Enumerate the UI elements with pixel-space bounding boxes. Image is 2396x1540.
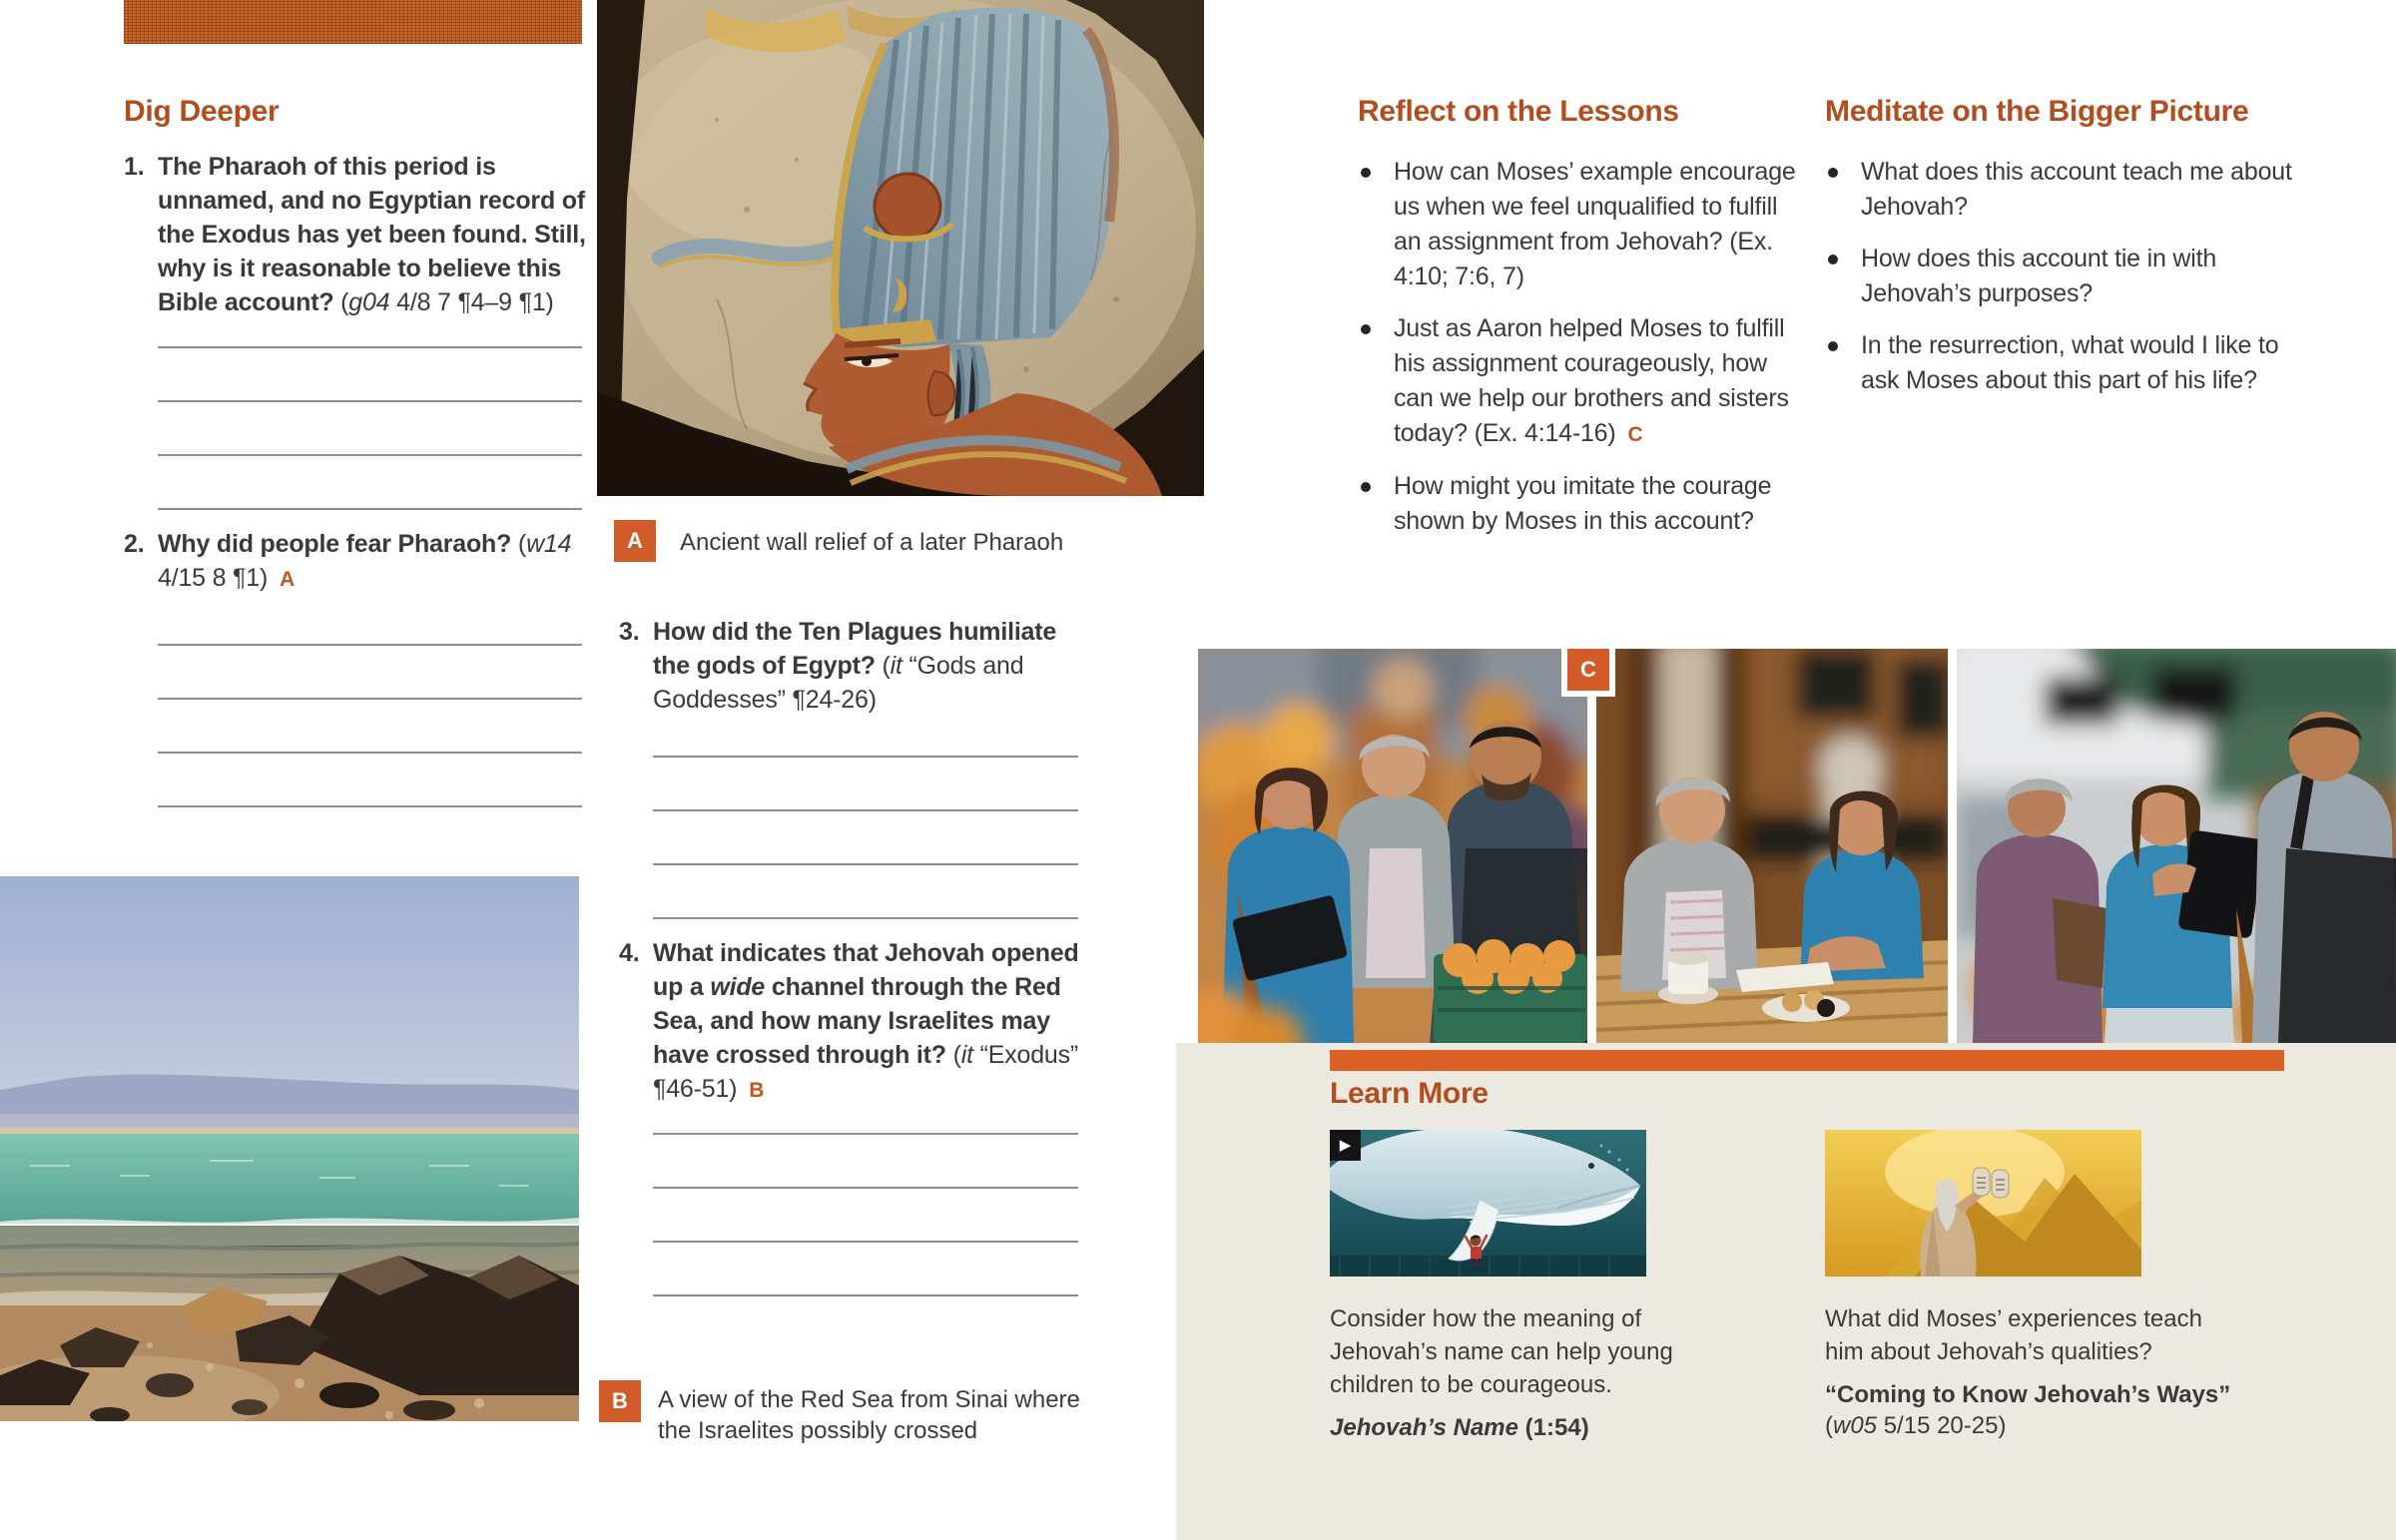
learn-more-panel	[1176, 1043, 2396, 1540]
moses-article-thumbnail	[1825, 1130, 2141, 1277]
question-text: Why did people fear Pharaoh? (w14 4/15 8 ¶1)	[158, 530, 572, 592]
red-sea-photo	[0, 876, 579, 1421]
list-item: How can Moses’ example encourage us when we feel unqualified to fulfill an assignment from Jehovah? (Ex. 4:10; 7:6, 7)	[1358, 155, 1802, 294]
answer-lines-q2	[158, 592, 582, 807]
list-item: How might you imitate the courage shown by Moses in this account?	[1358, 469, 1802, 539]
meditate-bullets	[1825, 155, 2304, 398]
learn-more-item-video	[1330, 1130, 1759, 1443]
section-title-meditate: Meditate on the Bigger Picture	[1825, 95, 2249, 128]
section-title-reflect: Reflect on the Lessons	[1358, 95, 1679, 128]
answer-lines-q4	[653, 1081, 1078, 1296]
caption-badge-a: A	[614, 520, 656, 562]
reflect-bullets	[1358, 155, 1802, 539]
list-item: How does this account tie in with Jehovah’s purposes?	[1825, 242, 2304, 311]
learn-more-item-article	[1825, 1130, 2254, 1441]
question-number: 2.	[124, 530, 145, 558]
figure-marker-b: B	[749, 1079, 765, 1102]
question-2	[124, 527, 589, 597]
pharaoh-relief-image	[597, 0, 1204, 496]
article-description: What did Moses’ experiences teach him about Jehovah’s qualities?	[1825, 1305, 2202, 1365]
article-ref: (w05 5/15 20-25)	[1825, 1412, 2007, 1439]
figure-marker-c: C	[1627, 423, 1643, 446]
play-icon[interactable]: ▶	[1330, 1130, 1361, 1161]
meditate-section	[1825, 95, 2304, 415]
video-description: Consider how the meaning of Jehovah’s name can help young children to be courageous.	[1330, 1305, 1673, 1398]
figure-marker-a: A	[280, 568, 296, 591]
caption-badge-c: C	[1567, 649, 1609, 691]
reflect-section	[1358, 95, 1802, 556]
caption-badge-b: B	[599, 1380, 641, 1422]
learn-more-accent-bar	[1330, 1050, 2284, 1071]
list-item: In the resurrection, what would I like to ask Moses about this part of his life?	[1825, 328, 2304, 398]
whale-video-thumbnail[interactable]	[1330, 1130, 1646, 1277]
answer-lines-q1	[158, 294, 582, 510]
caption-b-text: A view of the Red Sea from Sinai where the Israelites possibly crossed	[658, 1386, 1080, 1444]
market-tablet-photo	[1198, 649, 1587, 1043]
answer-lines-q3	[653, 704, 1078, 919]
question-3	[619, 615, 1084, 717]
question-text: What indicates that Jehovah opened up a wide channel through the Red Sea, and how many Israelites may have crossed through it? (it “Exodus” ¶46-51)	[653, 939, 1079, 1103]
question-text: How did the Ten Plagues humiliate the gods of Egypt? (it “Gods and Goddesses” ¶24-26)	[653, 618, 1057, 714]
caption-a-text: Ancient wall relief of a later Pharaoh	[680, 529, 1064, 556]
question-number: 4.	[619, 939, 640, 967]
cafe-study-photo	[1596, 649, 1948, 1043]
video-title[interactable]: Jehovah’s Name (1:54)	[1330, 1414, 1589, 1441]
caption-badge-c-frame	[1561, 643, 1615, 697]
article-title[interactable]: “Coming to Know Jehovah’s Ways”	[1825, 1381, 2231, 1408]
street-witnessing-photo	[1957, 649, 2396, 1043]
question-number: 1.	[124, 153, 145, 181]
list-item: Just as Aaron helped Moses to fulfill his assignment courageously, how can we help our brothers and sisters today? (Ex. 4:14-16) C	[1358, 311, 1802, 452]
list-item: What does this account teach me about Jehovah?	[1825, 155, 2304, 225]
section-title-dig-deeper: Dig Deeper	[124, 95, 280, 128]
decorative-orange-texture	[124, 0, 582, 44]
question-number: 3.	[619, 618, 640, 646]
section-title-learn-more: Learn More	[1330, 1077, 1489, 1110]
question-text: The Pharaoh of this period is unnamed, and no Egyptian record of the Exodus has yet been found. Still, why is it reasonable to believe this Bible account? (g04 4/8 7 ¶4–9 ¶1)	[158, 153, 586, 316]
